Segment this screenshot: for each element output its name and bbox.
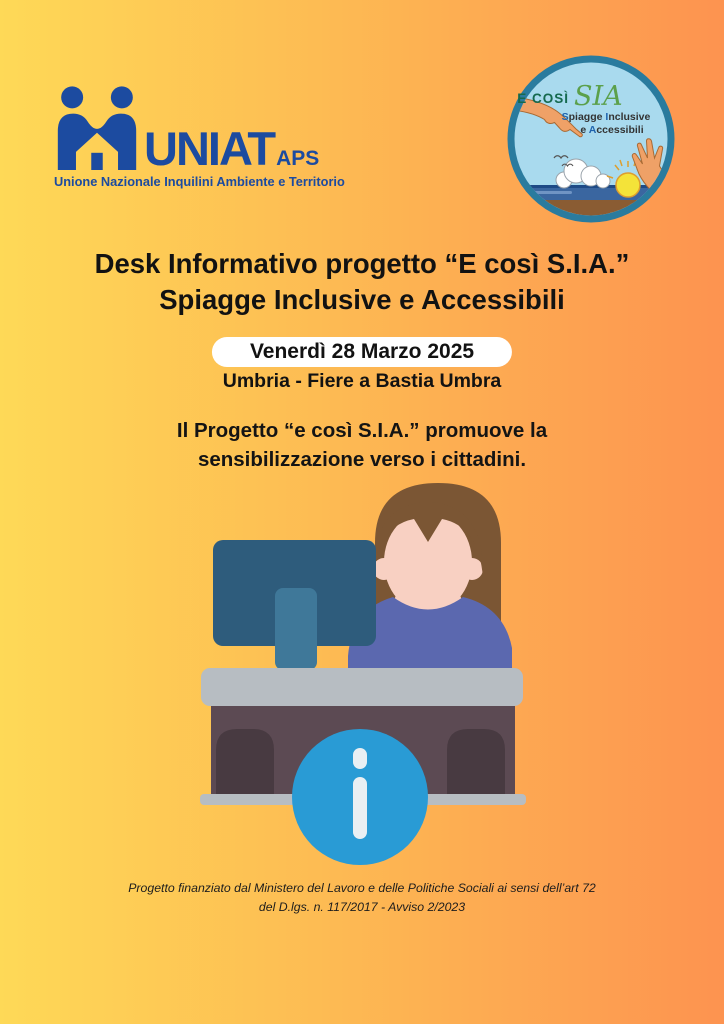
description [0, 416, 724, 474]
uniat-wordmark [144, 122, 320, 175]
sia-title-small: E COSÌ [517, 91, 569, 106]
date-badge: Venerdì 28 Marzo 2025 [212, 337, 512, 367]
funding-note-line-1: Progetto finanziato dal Ministero del Lavoro e delle Politiche Sociali ai sensi dell’art 72 [128, 881, 596, 895]
desk-panel-left [216, 729, 274, 794]
funding-note-line-2: del D.lgs. n. 117/2017 - Avviso 2/2023 [258, 900, 466, 915]
uniat-name: UNIAT [144, 122, 275, 175]
title-line-2: Spiagge Inclusive e Accessibili [159, 284, 565, 316]
monitor-stand [275, 588, 317, 670]
info-icon [292, 729, 428, 865]
uniat-logo-row [54, 84, 374, 175]
sia-title-big: SIA [574, 81, 623, 112]
uniat-people-house-icon [54, 84, 140, 170]
uniat-tagline: Unione Nazionale Inquilini Ambiente e Territorio [54, 174, 345, 189]
description-line-2: sensibilizzazione verso i cittadini. [197, 448, 527, 472]
page-title [0, 246, 724, 319]
sia-project-badge [506, 54, 676, 224]
sia-subtitle-line1: Spiagge Inclusive [561, 111, 651, 123]
uniat-suffix: APS [276, 147, 320, 170]
sia-subtitle-line2: e Accessibili [580, 124, 644, 136]
event-location: Umbria - Fiere a Bastia Umbra [222, 370, 502, 392]
info-desk-illustration [188, 470, 533, 870]
title-line-1: Desk Informativo progetto “E così S.I.A.” [94, 248, 630, 279]
desk-panel-right [447, 729, 505, 794]
description-line-1: Il Progetto “e così S.I.A.” promuove la [176, 419, 548, 442]
funding-note [62, 879, 662, 917]
uniat-logo [54, 84, 374, 189]
desk-top [201, 668, 523, 706]
